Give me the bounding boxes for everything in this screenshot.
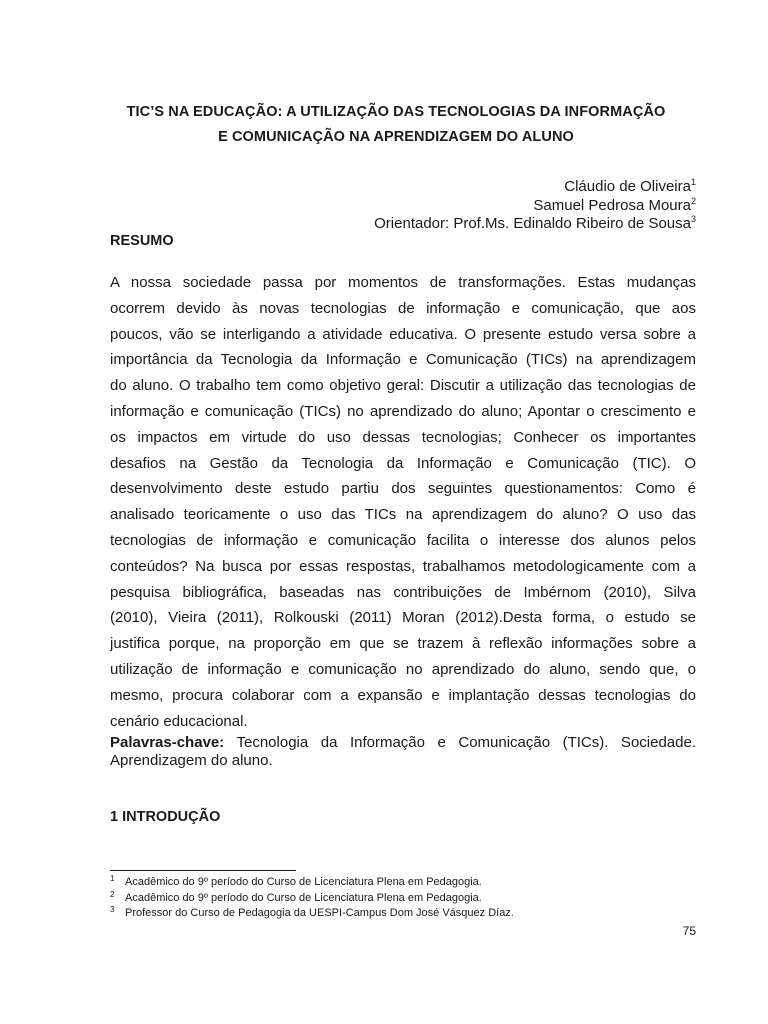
footnote-item: [110, 891, 514, 907]
abstract-line: informação e comunicação (TICs) no aprendizado do aluno; Apontar o crescimento e: [110, 402, 696, 420]
abstract-line: A nossa sociedade passa por momentos de transformações. Estas mudanças: [110, 274, 696, 291]
abstract-heading: RESUMO: [110, 233, 174, 249]
abstract-line: poucos, vão se interligando a atividade educativa. O presente estudo versa sobre a: [110, 325, 696, 343]
abstract-body: [110, 270, 696, 734]
abstract-line: tecnologias de informação e comunicação facilita o interesse dos alunos pelos: [110, 531, 696, 549]
abstract-line: conteúdos? Na busca por essas respostas, trabalhamos metodologicamente com a: [110, 557, 696, 575]
keywords-text-continued: Aprendizagem do aluno.: [110, 752, 273, 769]
abstract-line: pesquisa bibliográfica, baseadas nas contribuições de Imbérnom (2010), Silva: [110, 583, 696, 601]
abstract-line: desafios na Gestão da Tecnologia da Informação e Comunicação (TIC). O: [110, 454, 696, 472]
abstract-line: os impactos em virtude do uso dessas tecnologias; Conhecer os importantes: [110, 428, 696, 446]
footnote-number: 1: [110, 874, 115, 883]
abstract-line: importância da Tecnologia da Informação e Comunicação (TICs) na aprendizagem: [110, 351, 696, 369]
abstract-line: utilização de informação e comunicação no aprendizado do aluno, sendo que, o: [110, 660, 696, 678]
advisor-name: Orientador: Prof.Ms. Edinaldo Ribeiro de Sousa: [374, 215, 691, 232]
abstract-line: desenvolvimento deste estudo partiu dos seguintes questionamentos: Como é: [110, 480, 696, 498]
footnote-marker: 1: [690, 177, 696, 187]
footnote-item: [110, 875, 514, 891]
author-name: Cláudio de Oliveira: [564, 178, 691, 195]
abstract-line: analisado teoricamente o uso das TICs na aprendizagem do aluno? O uso das: [110, 506, 696, 524]
keywords-block: [110, 734, 696, 770]
footnote-text: Acadêmico do 9º período do Curso de Licenciatura Plena em Pedagogia.: [125, 876, 482, 888]
footnote-number: 3: [110, 905, 115, 914]
abstract-line: (2010), Vieira (2011), Rolkouski (2011) Moran (2012).Desta forma, o estudo se: [110, 609, 696, 627]
footnote-number: 2: [110, 889, 115, 899]
footnote-marker: 3: [690, 214, 696, 224]
page-number: 75: [682, 924, 696, 938]
abstract-line: ocorrem devido às novas tecnologias de informação e comunicação, que aos: [110, 299, 696, 317]
keywords-line: [110, 734, 696, 752]
author-entry: [374, 178, 696, 197]
footnotes: [110, 875, 514, 922]
footnote-text: Acadêmico do 9º período do Curso de Licenciatura Plena em Pedagogia.: [125, 891, 482, 904]
footnote-item: [110, 906, 514, 922]
footnote-separator: [110, 870, 296, 871]
abstract-line: do aluno. O trabalho tem como objetivo geral: Discutir a utilização das tecnologias de: [110, 377, 696, 395]
author-name: Samuel Pedrosa Moura: [533, 196, 691, 214]
author-list: [374, 178, 696, 234]
footnote-marker: 2: [690, 195, 696, 206]
abstract-line: cenário educacional.: [110, 712, 248, 730]
keywords-text: Tecnologia da Informação e Comunicação (TICs). Sociedade.: [224, 734, 696, 751]
paper-title-line-1: TIC’S NA EDUCAÇÃO: A UTILIZAÇÃO DAS TECNOLOGIAS DA INFORMAÇÃO: [126, 104, 666, 120]
author-entry: [374, 215, 696, 234]
keywords-label: Palavras-chave:: [110, 734, 225, 751]
introduction-heading: 1 INTRODUÇÃO: [110, 809, 221, 825]
paper-title-line-2: E COMUNICAÇÃO NA APRENDIZAGEM DO ALUNO: [218, 129, 574, 145]
abstract-line: justifica porque, na proporção em que se trazem à reflexão informações sobre a: [110, 635, 696, 653]
author-entry: [374, 197, 696, 216]
abstract-line: mesmo, procura colaborar com a expansão e implantação dessas tecnologias do: [110, 686, 696, 704]
footnote-text: Professor do Curso de Pedagogia da UESPI-Campus Dom José Vásquez Díaz.: [125, 907, 514, 919]
